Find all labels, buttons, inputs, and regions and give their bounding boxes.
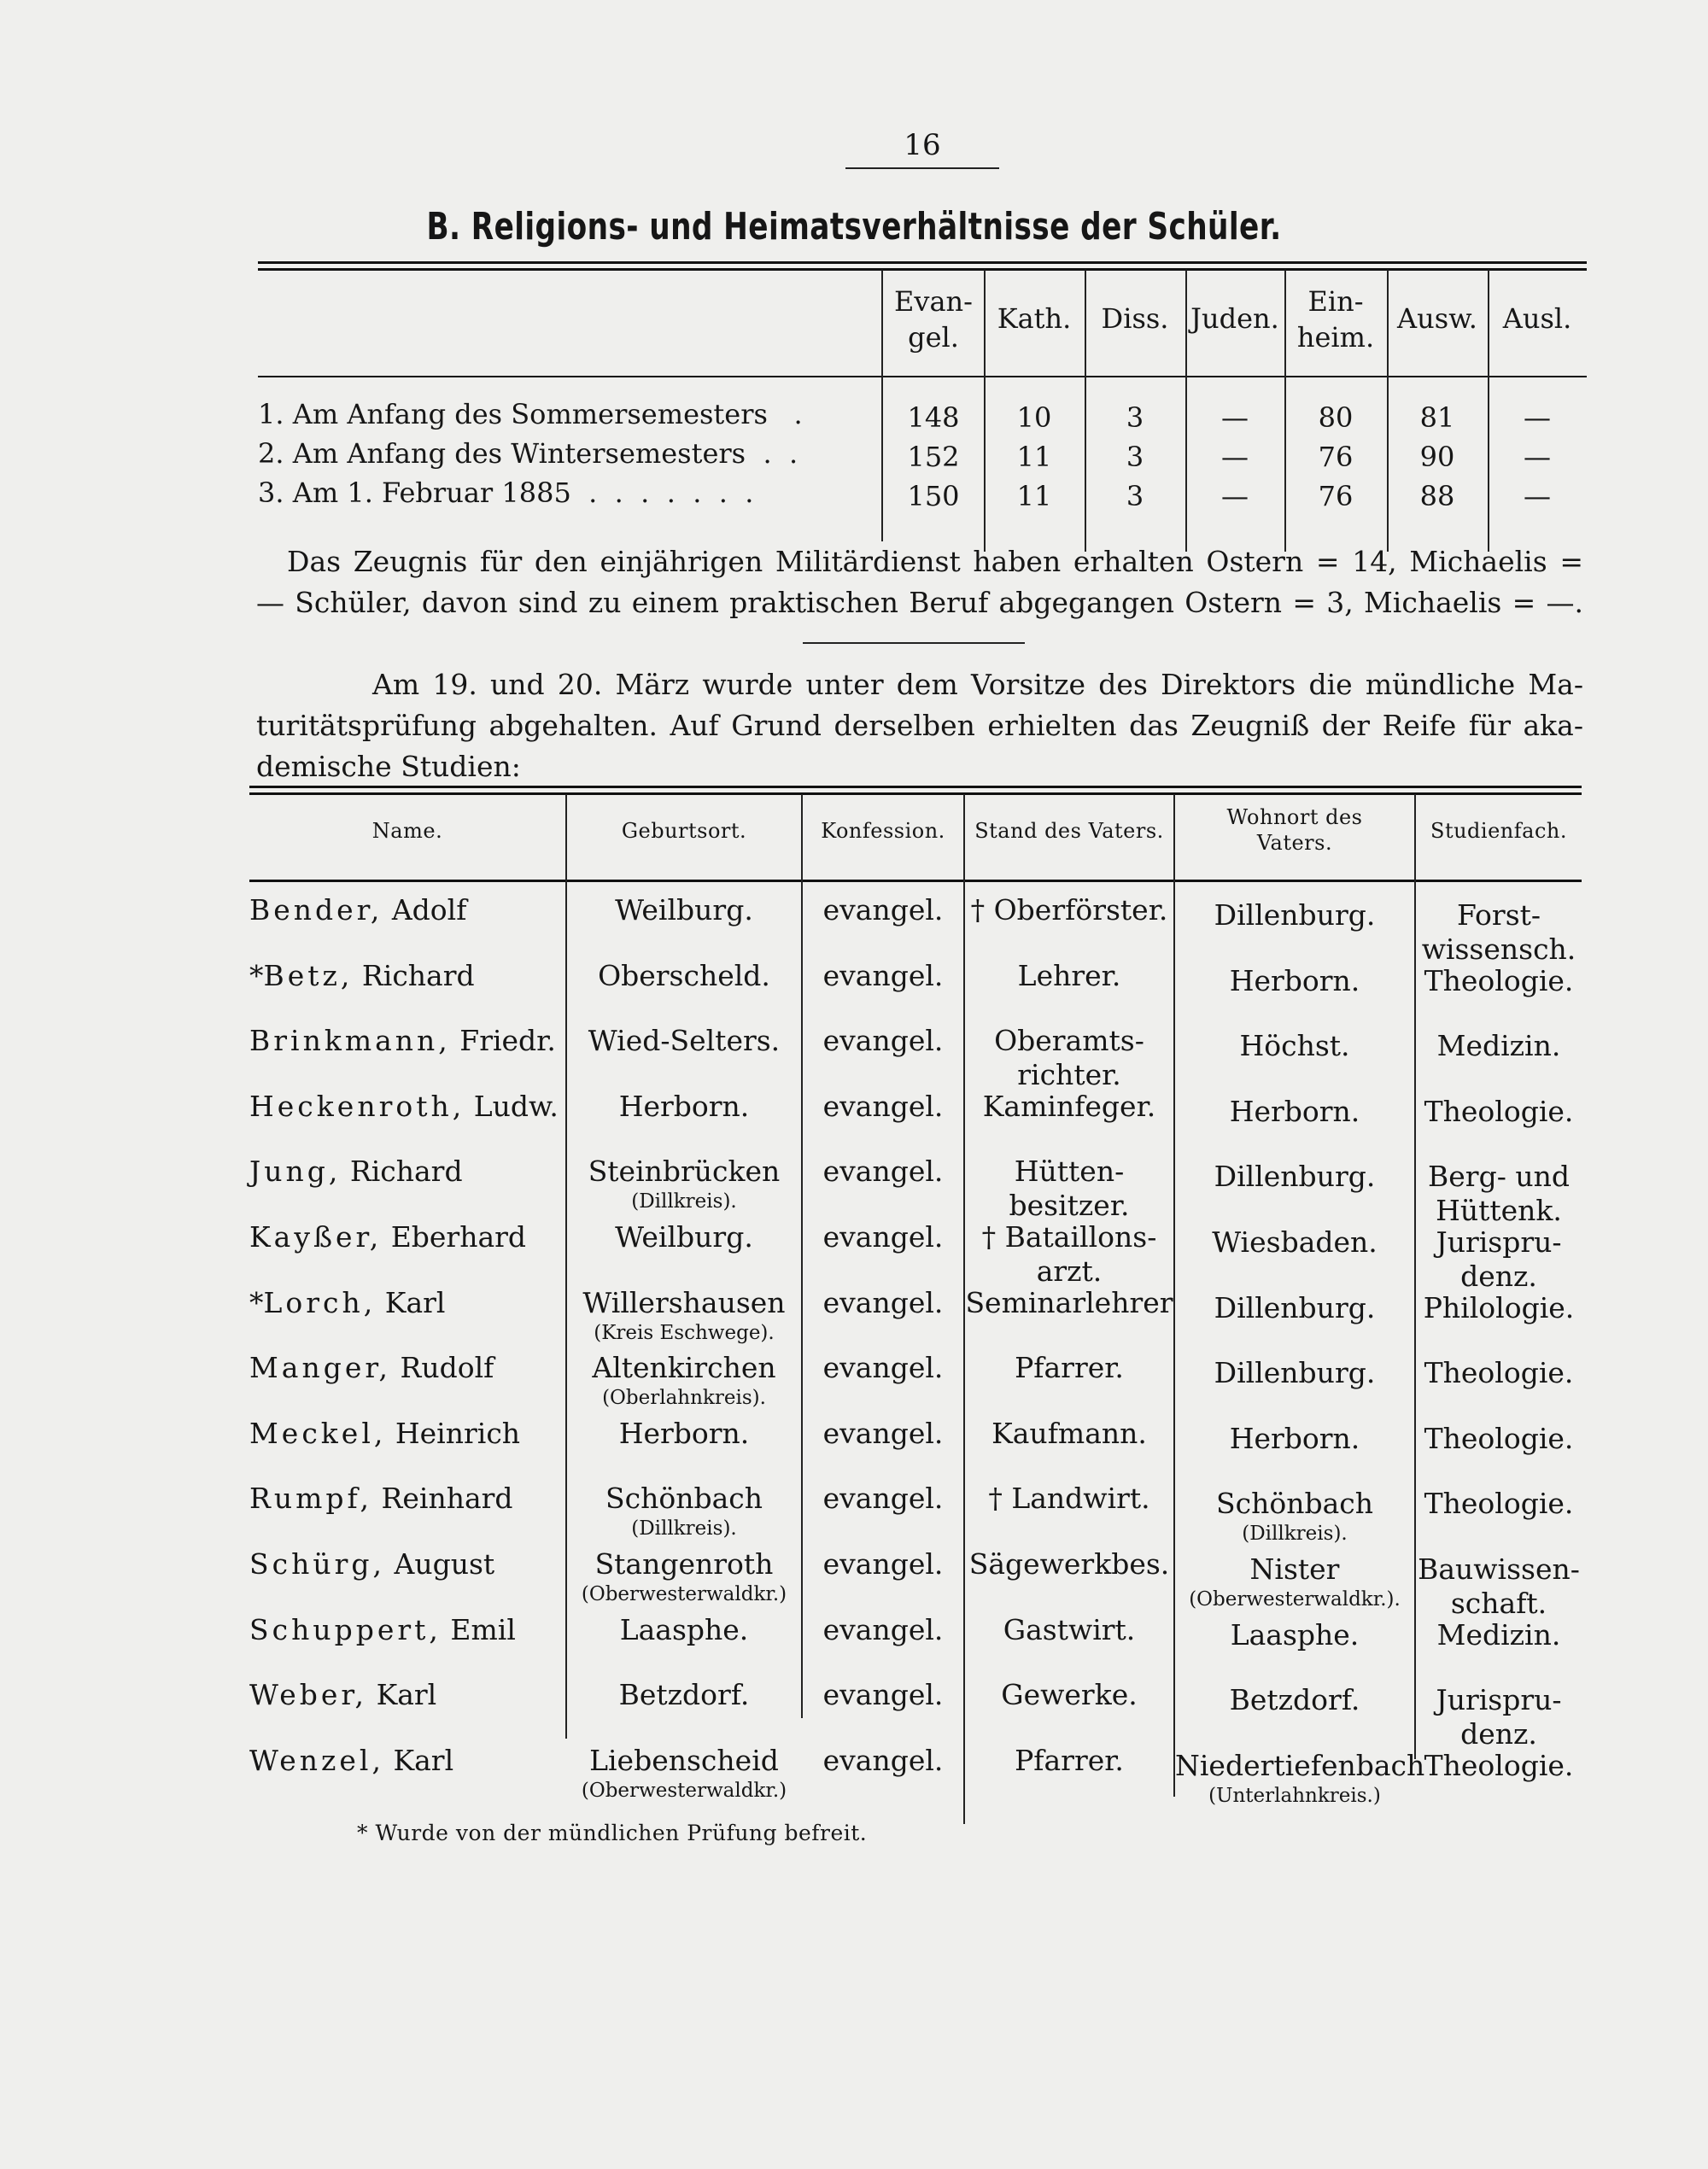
first-name: Heinrich: [395, 1416, 521, 1450]
residence: Herborn.: [1229, 1094, 1360, 1128]
confession-cell: evangel.: [822, 1678, 944, 1712]
surname: Lorch,: [263, 1285, 377, 1319]
residence: Schönbach: [1216, 1487, 1373, 1521]
father-status: Gewerke.: [1001, 1678, 1138, 1712]
subject-cell: [1416, 1095, 1582, 1129]
first-name: Richard: [349, 1155, 463, 1189]
first-name: Eberhard: [390, 1220, 527, 1254]
column-header: [984, 301, 1085, 336]
father-status-cell: [965, 1090, 1173, 1124]
father-status-cell: [965, 1220, 1173, 1289]
first-name: Karl: [384, 1285, 446, 1319]
father-status: Kaufmann.: [991, 1416, 1147, 1450]
column-header: [1488, 301, 1587, 336]
birthplace: Willershausen: [582, 1285, 786, 1319]
header-line: heim.: [1296, 321, 1375, 354]
subject-cell: [1416, 1356, 1582, 1390]
father-status-cell: [965, 1351, 1173, 1385]
birthplace-cell: [567, 893, 801, 927]
confession-cell: evangel.: [822, 1285, 944, 1319]
subject: Berg- und: [1428, 1160, 1570, 1194]
student-name: [249, 1286, 445, 1319]
first-name: Richard: [361, 958, 475, 992]
first-name: Karl: [376, 1678, 437, 1712]
father-status: † Oberförster.: [970, 893, 1168, 927]
birthplace-cell: [567, 959, 801, 993]
birthplace-district: (Dillkreis).: [631, 1517, 737, 1541]
column-header-residence: [1175, 804, 1414, 856]
table-cell: 148: [907, 401, 960, 434]
table-cell: 150: [907, 480, 960, 512]
residence-cell: [1175, 1160, 1414, 1194]
birthplace: Betzdorf.: [618, 1678, 750, 1712]
confession-cell: evangel.: [822, 1416, 944, 1450]
first-name: Ludw.: [473, 1089, 559, 1123]
subject-cell: [1416, 964, 1582, 998]
column-header-name: Name.: [371, 819, 443, 843]
table-cell: —: [1221, 480, 1249, 512]
birthplace-cell: [567, 1744, 801, 1804]
subject: Medizin.: [1436, 1617, 1561, 1652]
table-header-rule: [249, 880, 1582, 882]
residence-district: (Unterlahnkreis.): [1208, 1784, 1381, 1807]
subject: Jurispru-: [1436, 1683, 1562, 1717]
table-top-rule-2: [249, 792, 1582, 795]
confession-cell: evangel.: [822, 1220, 944, 1254]
table-cell: 88: [1419, 480, 1455, 512]
first-name: Friedr.: [459, 1024, 556, 1058]
father-status: Oberamts-: [994, 1024, 1144, 1058]
birthplace-cell: [567, 1351, 801, 1411]
birthplace: Steinbrücken: [588, 1155, 781, 1189]
paragraph-line: — Schüler, davon sind zu einem praktischen Beruf abgegangen Ostern = 3, Michaelis = —.: [256, 586, 1583, 619]
birthplace-district: (Oberlahnkreis).: [602, 1387, 766, 1410]
residence-cell: [1175, 1291, 1414, 1325]
header-line: Ausl.: [1502, 302, 1572, 335]
paragraph-line: Am 19. und 20. März wurde unter dem Vorsitze des Direktors die mündliche Ma-: [372, 668, 1583, 701]
residence-cell: [1175, 1487, 1414, 1546]
table-cell: 3: [1126, 480, 1144, 512]
paragraph-line: Das Zeugnis für den einjährigen Militärdienst haben erhalten Ostern = 14, Michaelis =: [287, 545, 1583, 578]
header-line: Kath.: [997, 302, 1072, 335]
residence: Laasphe.: [1230, 1617, 1360, 1652]
subject: Medizin.: [1436, 1029, 1561, 1063]
subject-cell: [1416, 1029, 1582, 1063]
table-cell: 76: [1318, 480, 1354, 512]
residence-cell: [1175, 1422, 1414, 1456]
student-name: [249, 1090, 559, 1123]
section-title: B. Religions- und Heimatsverhältnisse der Schüler.: [426, 205, 1282, 248]
table-cell: —: [1524, 441, 1551, 473]
column-header: [883, 284, 984, 355]
residence: Dillenburg.: [1214, 898, 1376, 932]
father-status-cell: [965, 1155, 1173, 1223]
subject-cell: [1416, 1487, 1582, 1521]
first-name: Emil: [450, 1612, 516, 1646]
birthplace-district: (Oberwesterwaldkr.): [581, 1779, 787, 1802]
subject-cell: [1416, 1552, 1582, 1621]
surname: Schuppert,: [249, 1612, 442, 1646]
residence: Dillenburg.: [1214, 1160, 1376, 1194]
subject: Theologie.: [1424, 1748, 1574, 1782]
residence-cell: [1175, 1683, 1414, 1717]
father-status: Sägewerkbes.: [968, 1547, 1170, 1581]
header-line: gel.: [908, 321, 959, 354]
table-cell: 80: [1318, 401, 1354, 434]
father-status: Pfarrer.: [1015, 1351, 1124, 1385]
subject-cell: [1416, 1291, 1582, 1325]
birthplace-cell: [567, 1417, 801, 1451]
subject-cell: [1416, 898, 1582, 967]
table-cell: 76: [1318, 441, 1354, 473]
birthplace-cell: [567, 1678, 801, 1712]
residence-cell: [1175, 1356, 1414, 1390]
column-header-confession: Konfession.: [821, 819, 945, 843]
confession-cell: evangel.: [822, 1482, 944, 1516]
first-name: Rudolf: [400, 1351, 494, 1385]
header-line: Diss.: [1101, 302, 1169, 335]
residence-cell: [1175, 1095, 1414, 1129]
birthplace-district: (Oberwesterwaldkr.): [581, 1583, 787, 1605]
subject-cont: denz.: [1460, 1260, 1537, 1293]
birthplace-cell: [567, 1024, 801, 1058]
birthplace-district: (Dillkreis).: [631, 1190, 737, 1213]
birthplace: Schönbach: [605, 1482, 763, 1516]
residence-cell: [1175, 1618, 1414, 1652]
birthplace: Stangenroth: [594, 1547, 774, 1581]
residence: Wiesbaden.: [1212, 1225, 1378, 1259]
subject: Theologie.: [1424, 1356, 1574, 1390]
father-status-cell: [965, 1613, 1173, 1647]
birthplace-cell: [567, 1482, 801, 1541]
confession-cell: evangel.: [822, 1612, 944, 1646]
column-header-birthplace: Geburtsort.: [621, 819, 747, 843]
column-header: [1085, 301, 1185, 336]
subject: Bauwissen-: [1418, 1552, 1580, 1586]
student-name: [249, 1417, 520, 1450]
section-divider: [803, 642, 1025, 644]
column-header: [1387, 301, 1488, 336]
surname: Heckenroth,: [249, 1089, 465, 1123]
father-status: Pfarrer.: [1015, 1743, 1124, 1777]
surname: Weber,: [249, 1678, 368, 1712]
student-name: [249, 1613, 516, 1646]
table-top-rule: [258, 261, 1587, 264]
father-status-cell: [965, 893, 1173, 927]
subject-cell: [1416, 1683, 1582, 1751]
column-header-father-status: Stand des Vaters.: [974, 819, 1164, 843]
table-cell: 3: [1126, 441, 1144, 473]
page-number-rule: [845, 167, 999, 169]
student-name: [249, 893, 466, 927]
surname: Betz,: [263, 958, 354, 992]
column-header: [1185, 301, 1284, 336]
subject-cont: Hüttenk.: [1436, 1194, 1562, 1228]
table-cell: 10: [1016, 401, 1052, 434]
surname: Kayßer,: [249, 1220, 383, 1254]
table-top-rule: [249, 786, 1582, 788]
subject-cont: schaft.: [1450, 1587, 1547, 1620]
residence: Höchst.: [1239, 1029, 1350, 1063]
residence: Nister: [1249, 1552, 1340, 1586]
residence: Herborn.: [1229, 963, 1360, 997]
residence: Betzdorf.: [1229, 1683, 1360, 1717]
residence: Niedertiefenbach: [1175, 1748, 1425, 1782]
confession-cell: evangel.: [822, 958, 944, 992]
row-label: 3. Am 1. Februar 1885 . . . . . . .: [258, 476, 754, 509]
column-header-subject: Studienfach.: [1430, 819, 1567, 843]
subject-cell: [1416, 1618, 1582, 1652]
residence-cell: [1175, 1748, 1425, 1809]
father-status: † Bataillons-: [981, 1220, 1157, 1254]
residence-cell: [1175, 1225, 1414, 1260]
first-name: August: [394, 1547, 495, 1581]
subject: Jurispru-: [1436, 1225, 1562, 1259]
first-name: Reinhard: [381, 1482, 513, 1516]
birthplace-cell: [567, 1155, 801, 1214]
header-line: Wohnort des: [1226, 805, 1363, 829]
table-cell: 152: [907, 441, 960, 473]
table-cell: 81: [1419, 401, 1455, 434]
birthplace: Herborn.: [618, 1416, 750, 1450]
subject-cell: [1416, 1160, 1582, 1228]
father-status-cell: [965, 1744, 1173, 1778]
residence-district: (Dillkreis).: [1242, 1523, 1348, 1546]
birthplace: Laasphe.: [619, 1612, 749, 1646]
student-name: [249, 1482, 513, 1515]
confession-cell: evangel.: [822, 1024, 944, 1058]
surname: Wenzel,: [249, 1743, 384, 1777]
confession-cell: evangel.: [822, 1089, 944, 1123]
row-label: 2. Am Anfang des Wintersemesters . .: [258, 437, 798, 470]
surname: Brinkmann,: [249, 1024, 451, 1058]
birthplace-cell: [567, 1220, 801, 1254]
father-status: † Landwirt.: [988, 1482, 1150, 1516]
student-name: [249, 1155, 463, 1188]
subject: Theologie.: [1424, 1094, 1574, 1128]
residence: Dillenburg.: [1214, 1290, 1376, 1324]
surname: Meckel,: [249, 1416, 387, 1450]
paragraph-line: turitätsprüfung abgehalten. Auf Grund derselben erhielten das Zeugniß der Reife für aka-: [256, 709, 1583, 742]
student-name: [249, 1024, 556, 1057]
exemption-marker: *: [249, 1285, 264, 1319]
birthplace: Weilburg.: [615, 1220, 753, 1254]
father-status-cell: [965, 1482, 1173, 1516]
residence: Dillenburg.: [1214, 1356, 1376, 1390]
residence-cell: [1175, 898, 1414, 932]
father-status-cell: [965, 1417, 1173, 1451]
residence-cell: [1175, 1552, 1414, 1612]
header-line: Evan-: [894, 285, 973, 318]
header-line: Juden.: [1190, 302, 1279, 335]
subject: Forst-: [1456, 898, 1541, 932]
table-cell: 90: [1419, 441, 1455, 473]
paragraph-line: demische Studien:: [256, 750, 521, 783]
birthplace: Weilburg.: [615, 893, 753, 927]
row-label: 1. Am Anfang des Sommersemesters .: [258, 398, 803, 430]
student-name: [249, 1351, 494, 1384]
student-name: [249, 1678, 436, 1711]
father-status-cell: [965, 959, 1173, 993]
father-status: Gastwirt.: [1003, 1612, 1136, 1646]
residence: Herborn.: [1229, 1421, 1360, 1455]
birthplace-cell: [567, 1286, 801, 1346]
subject-cell: [1416, 1225, 1582, 1294]
birthplace-cell: [567, 1613, 801, 1647]
father-status-cont: arzt.: [1036, 1254, 1103, 1288]
confession-cell: evangel.: [822, 1155, 944, 1189]
birthplace-cell: [567, 1090, 801, 1124]
table-cell: —: [1524, 480, 1551, 512]
exemption-marker: *: [249, 958, 264, 992]
header-line: Ausw.: [1397, 302, 1477, 335]
table-cell: 11: [1016, 480, 1052, 512]
birthplace: Herborn.: [618, 1089, 750, 1123]
residence-cell: [1175, 1029, 1414, 1063]
first-name: Adolf: [391, 893, 467, 927]
father-status-cell: [965, 1286, 1173, 1320]
surname: Bender,: [249, 893, 383, 927]
table-cell: —: [1524, 401, 1551, 434]
father-status-cell: [965, 1547, 1173, 1581]
student-name: [249, 959, 475, 992]
father-status-cell: [965, 1678, 1173, 1712]
birthplace: Oberscheld.: [598, 958, 770, 992]
table-cell: —: [1221, 401, 1249, 434]
residence-cell: [1175, 964, 1414, 998]
surname: Manger,: [249, 1351, 392, 1385]
student-name: [249, 1744, 453, 1777]
birthplace: Wied-Selters.: [588, 1024, 781, 1058]
subject: Theologie.: [1424, 1421, 1574, 1455]
subject-cell: [1416, 1422, 1582, 1456]
header-line: Vaters.: [1256, 831, 1333, 855]
surname: Jung,: [249, 1155, 342, 1189]
birthplace-district: (Kreis Eschwege).: [594, 1321, 775, 1344]
subject-cont: denz.: [1460, 1717, 1537, 1751]
subject-cont: wissensch.: [1421, 932, 1576, 966]
subject: Philologie.: [1423, 1290, 1575, 1324]
surname: Schürg,: [249, 1547, 385, 1581]
table-cell: 3: [1126, 401, 1144, 434]
subject: Theologie.: [1424, 1487, 1574, 1521]
father-status: Hütten-: [1014, 1155, 1125, 1189]
table-cell: 11: [1016, 441, 1052, 473]
confession-cell: evangel.: [822, 1743, 944, 1777]
birthplace: Liebenscheid: [589, 1743, 779, 1777]
father-status: Kaminfeger.: [982, 1089, 1156, 1123]
residence-district: (Oberwesterwaldkr.).: [1189, 1588, 1401, 1611]
header-line: Ein-: [1307, 285, 1364, 318]
father-status-cell: [965, 1024, 1173, 1092]
page-number: 16: [904, 128, 941, 162]
first-name: Karl: [393, 1743, 454, 1777]
subject-cell: [1416, 1749, 1582, 1783]
confession-cell: evangel.: [822, 1351, 944, 1385]
father-status-cont: richter.: [1017, 1058, 1121, 1092]
father-status-cont: besitzer.: [1009, 1189, 1130, 1223]
student-name: [249, 1220, 526, 1254]
subject: Theologie.: [1424, 963, 1574, 997]
surname: Rumpf,: [249, 1482, 373, 1516]
father-status: Lehrer.: [1017, 958, 1121, 992]
birthplace: Altenkirchen: [592, 1351, 776, 1385]
column-header: [1284, 284, 1387, 355]
student-name: [249, 1547, 494, 1581]
father-status: Seminarlehrer: [965, 1285, 1173, 1319]
table-cell: —: [1221, 441, 1249, 473]
birthplace-cell: [567, 1547, 801, 1607]
confession-cell: evangel.: [822, 1547, 944, 1581]
confession-cell: evangel.: [822, 893, 944, 927]
footnote: * Wurde von der mündlichen Prüfung befreit.: [357, 1821, 868, 1845]
